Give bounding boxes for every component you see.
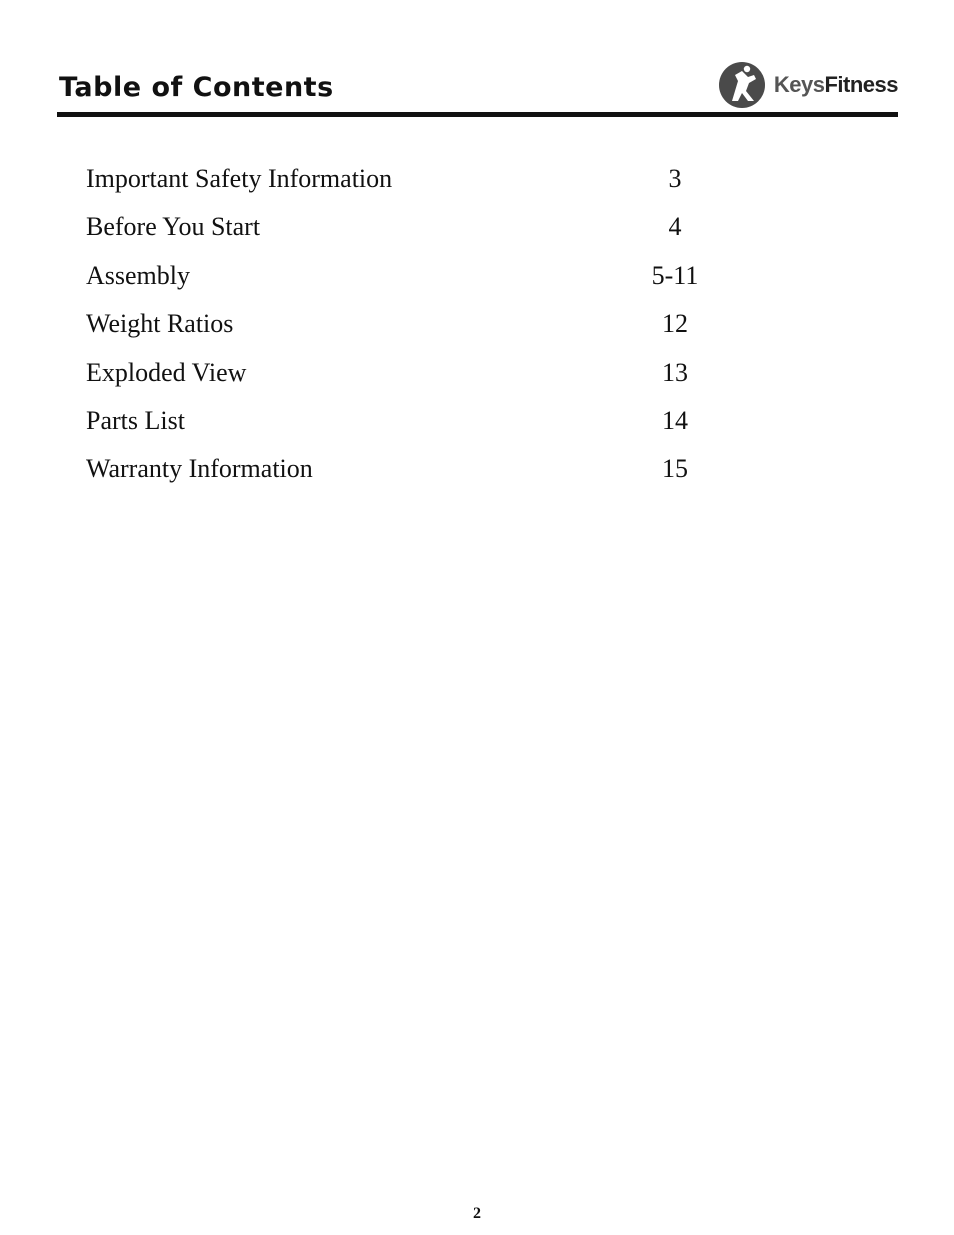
brand-name <box>774 72 898 98</box>
toc-entry <box>86 400 766 448</box>
page-header <box>57 56 898 118</box>
toc-entry <box>86 448 766 496</box>
toc-entry-label: Weight Ratios <box>86 309 234 339</box>
toc-entry-page: 15 <box>662 454 688 484</box>
toc-entry-page: 13 <box>662 357 688 387</box>
toc-entry-page: 5-11 <box>651 260 699 290</box>
toc-entry-page: 14 <box>662 405 688 435</box>
toc-entry-page: 4 <box>668 212 682 242</box>
toc-entry <box>86 206 766 254</box>
toc-entry-label: Warranty Information <box>86 454 313 484</box>
toc-entry-label: Parts List <box>86 405 185 435</box>
keys-fitness-runner-logo-icon <box>718 61 766 109</box>
toc-entry <box>86 303 766 351</box>
toc-entry-label: Assembly <box>86 260 190 290</box>
toc-entry-label: Before You Start <box>86 212 261 242</box>
page-number: 2 <box>473 1205 481 1222</box>
toc-entry <box>86 352 766 400</box>
toc-entry <box>86 255 766 303</box>
header-rule <box>57 112 898 117</box>
toc-entry-page: 3 <box>668 164 682 193</box>
brand-name-fitness: Fitness <box>824 72 898 97</box>
brand-logo <box>718 60 898 110</box>
toc-entry-label: Exploded View <box>86 357 247 387</box>
toc-entry <box>86 158 766 206</box>
toc-entry-label: Important Safety Information <box>86 164 393 193</box>
brand-name-keys: Keys <box>773 72 825 97</box>
toc-list <box>86 158 766 497</box>
toc-entry-page: 12 <box>662 309 688 339</box>
page-title: Table of Contents <box>59 72 334 103</box>
